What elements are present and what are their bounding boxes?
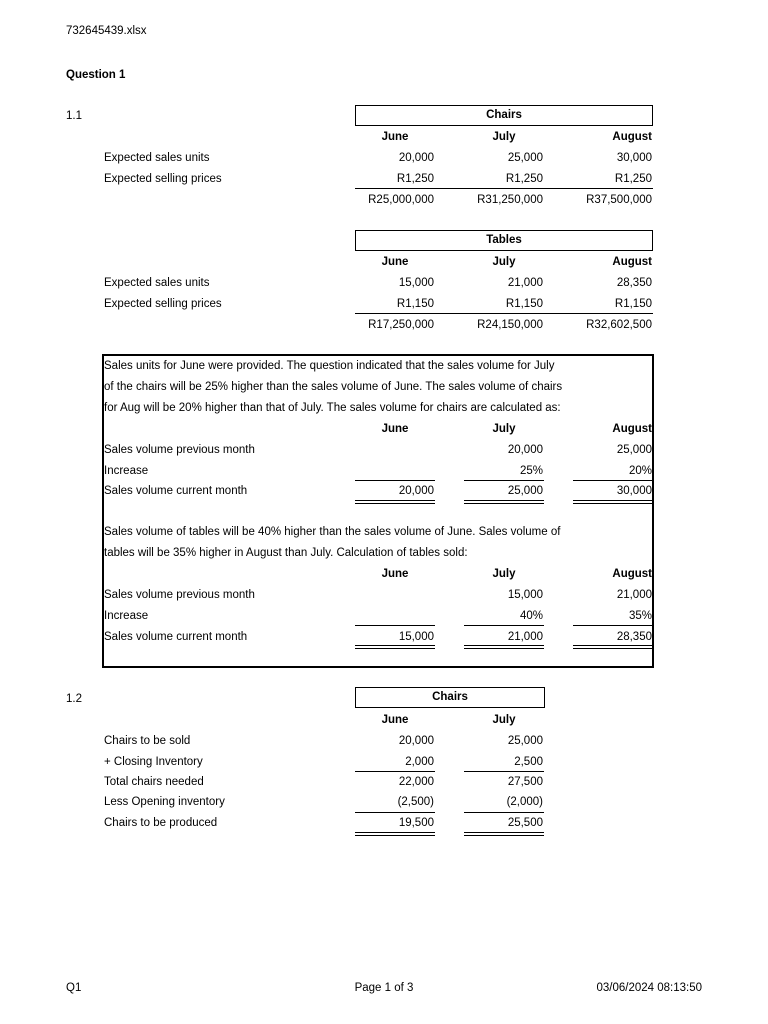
month-header: August <box>612 568 652 580</box>
note-line: Sales volume of tables will be 40% higher than the sales volume of June. Sales volume of <box>104 526 561 538</box>
note-line: for Aug will be 20% higher than that of July. The sales volume for chairs are calculated as: <box>104 402 561 414</box>
note-line: Sales units for June were provided. The question indicated that the sales volume for July <box>104 360 555 372</box>
double-rule <box>355 500 435 504</box>
section-label-1-1: 1.1 <box>66 110 82 122</box>
month-header: August <box>612 423 652 435</box>
row-label: Expected selling prices <box>104 298 222 310</box>
cell: 20,000 <box>398 485 434 497</box>
cell: 25,000 <box>616 444 652 456</box>
cell: 25,500 <box>507 817 543 829</box>
cell: 2,500 <box>514 756 543 768</box>
double-rule <box>464 832 544 836</box>
file-name: 732645439.xlsx <box>66 25 147 37</box>
month-header: June <box>381 256 409 268</box>
double-rule <box>464 500 544 504</box>
sum-rule <box>573 625 653 626</box>
sum-rule <box>464 771 544 772</box>
sum-rule <box>355 625 435 626</box>
footer-datetime: 03/06/2024 08:13:50 <box>596 982 702 994</box>
cell: 15,000 <box>507 589 543 601</box>
note-line: tables will be 35% higher in August than July. Calculation of tables sold: <box>104 547 468 559</box>
cell: 40% <box>519 610 543 622</box>
cell: 21,000 <box>507 277 543 289</box>
month-header: June <box>381 568 409 580</box>
cell: 25,000 <box>507 152 543 164</box>
month-header: August <box>612 256 652 268</box>
double-rule <box>355 832 435 836</box>
month-header: June <box>381 423 409 435</box>
row-label: Sales volume previous month <box>104 589 255 601</box>
row-label: Sales volume current month <box>104 631 248 643</box>
production-title: Chairs <box>432 691 468 703</box>
cell: 25,000 <box>507 735 543 747</box>
row-label: Expected sales units <box>104 152 210 164</box>
row-label: Less Opening inventory <box>104 796 225 808</box>
sum-rule <box>464 625 544 626</box>
row-label: Chairs to be produced <box>104 817 218 829</box>
question-title: Question 1 <box>66 69 126 81</box>
footer-sheet: Q1 <box>66 982 82 994</box>
month-header: July <box>492 714 516 726</box>
total-cell: R31,250,000 <box>477 194 543 206</box>
total-cell: R24,150,000 <box>477 319 543 331</box>
section-label-1-2: 1.2 <box>66 693 82 705</box>
cell: 28,350 <box>616 277 652 289</box>
double-rule <box>355 645 435 649</box>
cell: R1,150 <box>614 298 652 310</box>
cell: R1,250 <box>396 173 434 185</box>
note-line: of the chairs will be 25% higher than the sales volume of June. The sales volume of chairs <box>104 381 563 393</box>
cell: 27,500 <box>507 776 543 788</box>
double-rule <box>464 645 544 649</box>
month-header: July <box>492 423 516 435</box>
cell: 20% <box>628 465 652 477</box>
cell: 28,350 <box>616 631 652 643</box>
row-label: Increase <box>104 465 149 477</box>
double-rule <box>573 500 653 504</box>
total-cell: R17,250,000 <box>368 319 434 331</box>
total-rule <box>355 188 653 189</box>
cell: 30,000 <box>616 152 652 164</box>
cell: 25% <box>519 465 543 477</box>
tables-title: Tables <box>486 234 522 246</box>
cell: (2,000) <box>506 796 543 808</box>
cell: 21,000 <box>507 631 543 643</box>
tables-title-box <box>355 230 653 251</box>
sum-rule <box>355 480 435 481</box>
cell: 30,000 <box>616 485 652 497</box>
footer-page: Page 1 of 3 <box>354 982 414 994</box>
cell: R1,150 <box>505 298 543 310</box>
cell: R1,250 <box>505 173 543 185</box>
row-label: Sales volume previous month <box>104 444 255 456</box>
total-rule <box>355 313 653 314</box>
sum-rule <box>355 771 435 772</box>
cell: (2,500) <box>397 796 434 808</box>
month-header: June <box>381 714 409 726</box>
row-label: Expected selling prices <box>104 173 222 185</box>
month-header: August <box>612 131 652 143</box>
cell: 21,000 <box>616 589 652 601</box>
row-label: Expected sales units <box>104 277 210 289</box>
cell: 20,000 <box>507 444 543 456</box>
row-label: Chairs to be sold <box>104 735 191 747</box>
cell: 20,000 <box>398 735 434 747</box>
chairs-title-box <box>355 105 653 126</box>
month-header: June <box>381 131 409 143</box>
total-cell: R25,000,000 <box>368 194 434 206</box>
double-rule <box>573 645 653 649</box>
cell: 20,000 <box>398 152 434 164</box>
cell: R1,150 <box>396 298 434 310</box>
month-header: July <box>492 256 516 268</box>
cell: 15,000 <box>398 277 434 289</box>
row-label: Increase <box>104 610 149 622</box>
chairs-title: Chairs <box>486 109 522 121</box>
total-cell: R32,602,500 <box>586 319 652 331</box>
cell: 15,000 <box>398 631 434 643</box>
month-header: July <box>492 568 516 580</box>
cell: 19,500 <box>398 817 434 829</box>
total-cell: R37,500,000 <box>586 194 652 206</box>
sum-rule <box>355 812 435 813</box>
month-header: July <box>492 131 516 143</box>
sum-rule <box>573 480 653 481</box>
production-title-box <box>355 687 545 708</box>
cell: 22,000 <box>398 776 434 788</box>
row-label: + Closing Inventory <box>104 756 203 768</box>
cell: 2,000 <box>405 756 434 768</box>
cell: 35% <box>628 610 652 622</box>
cell: 25,000 <box>507 485 543 497</box>
sum-rule <box>464 480 544 481</box>
cell: R1,250 <box>614 173 652 185</box>
row-label: Total chairs needed <box>104 776 204 788</box>
row-label: Sales volume current month <box>104 485 248 497</box>
sum-rule <box>464 812 544 813</box>
